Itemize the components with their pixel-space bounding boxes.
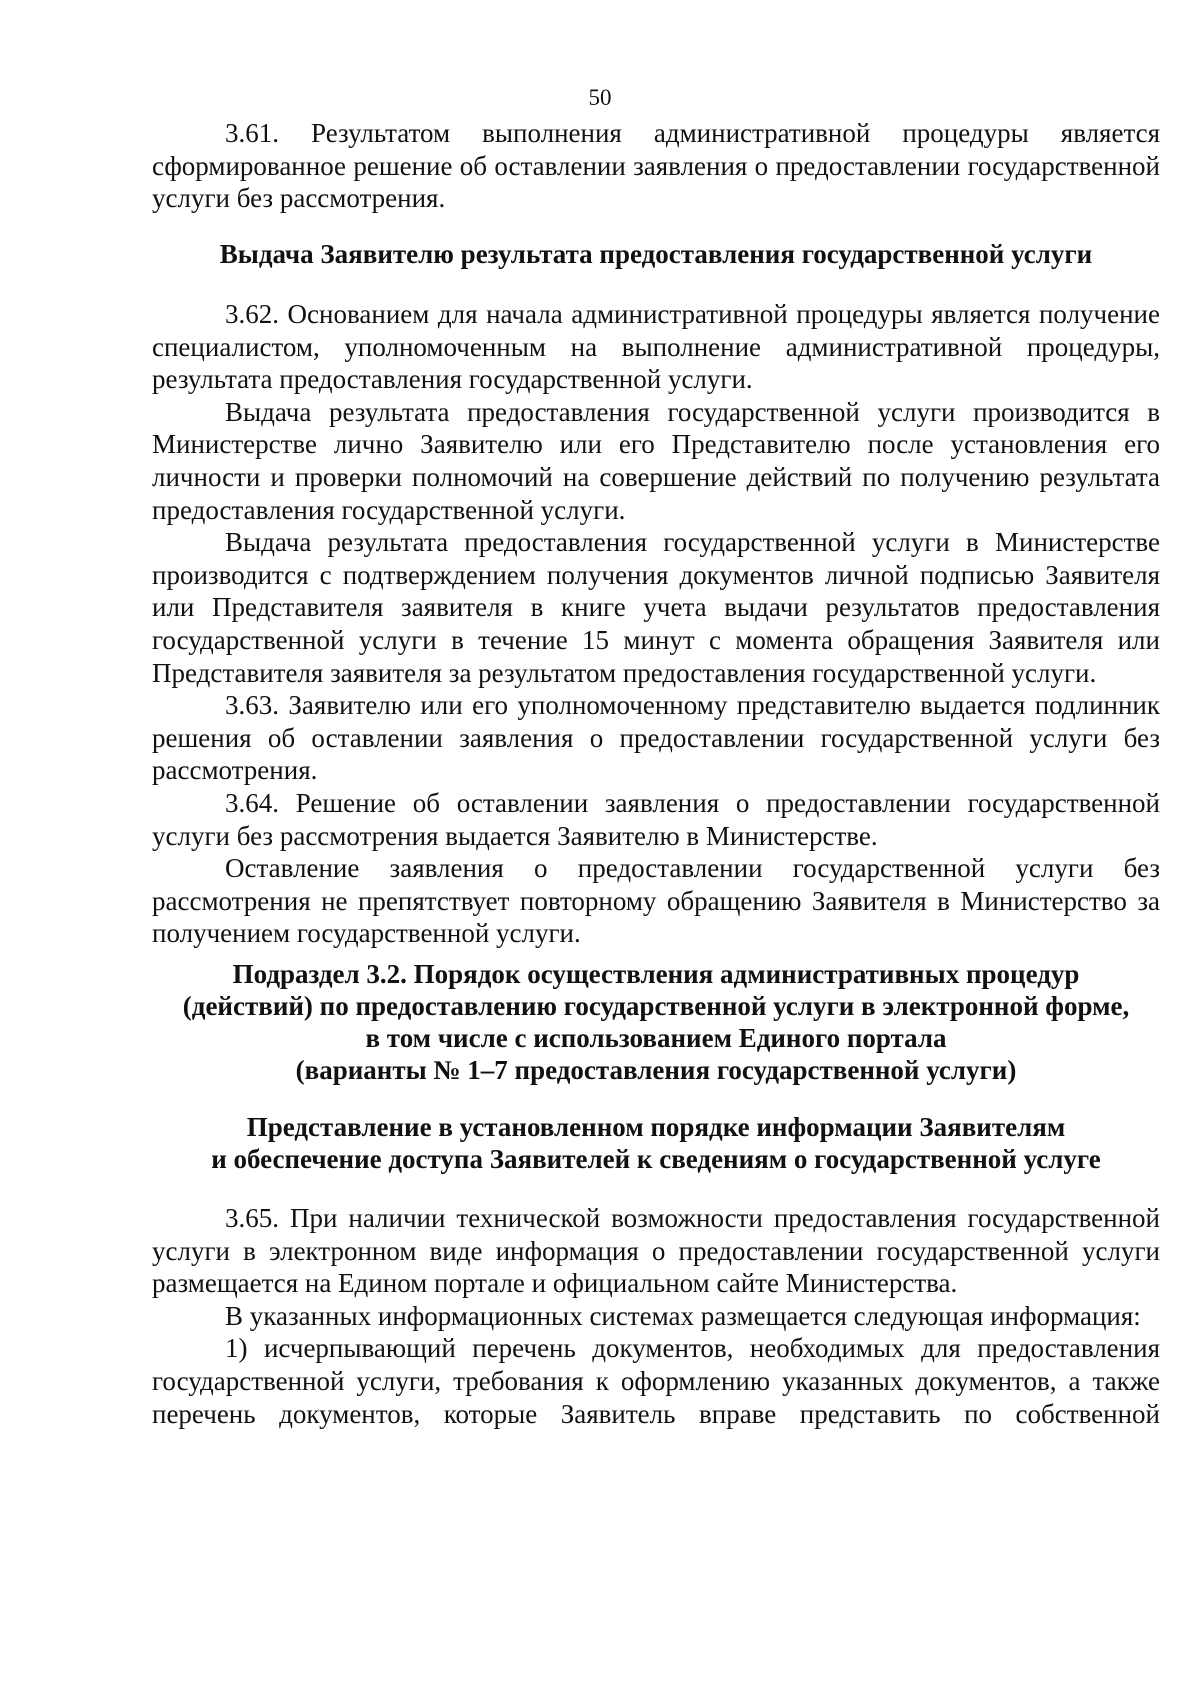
paragraph-information-list-intro: В указанных информационных системах размещается следующая информация:: [225, 1300, 1141, 1331]
section-3-65: [152, 1202, 1160, 1430]
heading-information-for-applicants: [140, 1111, 1172, 1175]
paragraph-3-63: 3.63. Заявителю или его уполномоченному представителю выдается подлинник решения об оставлении заявления о предоставлении государственной услуги без рассмотрения.: [152, 690, 1160, 786]
paragraph-no-obstacle-to-reapply: Оставление заявления о предоставлении государственной услуги без рассмотрения не препятствует повторному обращению Заявителя в Министерство за получением государственной услуги.: [152, 853, 1160, 949]
heading-subsection-3-2: [140, 958, 1172, 1086]
section-3-62-3-64: [152, 298, 1160, 950]
paragraph-3-64: 3.64. Решение об оставлении заявления о предоставлении государственной услуги без рассмотрения выдается Заявителю в Министерстве.: [152, 787, 1160, 851]
paragraph-issuance-in-ministry: Выдача результата предоставления государственной услуги производится в Министерстве лично Заявителю или его Представителю после установления его личности и проверки полномочий на совершение действий по получению результата предоставления государственной услуги.: [152, 396, 1160, 525]
heading-information-line-2: и обеспечение доступа Заявителей к сведениям о государственной услуге: [211, 1144, 1101, 1174]
page-number: 50: [588, 85, 612, 110]
paragraph-issuance-confirmation: Выдача результата предоставления государственной услуги в Министерстве производится с подтверждением получения документов личной подписью Заявителя или Представителя заявителя в книге учета выдачи результатов предоставления государственной услуги в течение 15 минут с момента обращения Заявителя или Представителя заявителя за результатом предоставления государственной услуги.: [152, 527, 1160, 688]
heading-information-line-1: Представление в установленном порядке информации Заявителям: [246, 1112, 1066, 1142]
section-3-61: [152, 117, 1160, 215]
paragraph-3-62: 3.62. Основанием для начала административной процедуры является получение специалистом, уполномоченным на выполнение административной процедуры, результата предоставления государственной услуги.: [152, 299, 1160, 395]
heading-issuance-of-result: Выдача Заявителю результата предоставления государственной услуги: [219, 239, 1093, 269]
heading-subsection-3-2-line-2: (действий) по предоставлению государственной услуги в электронной форме,: [182, 991, 1130, 1021]
paragraph-list-item-1: 1) исчерпывающий перечень документов, необходимых для предоставления государственной услуги, требования к оформлению указанных документов, а также перечень документов, которые Заявитель вправе представить по собственной: [152, 1333, 1160, 1429]
paragraph-3-61: 3.61. Результатом выполнения административной процедуры является сформированное решение об оставлении заявления о предоставлении государственной услуги без рассмотрения.: [152, 118, 1160, 214]
heading-subsection-3-2-line-1: Подраздел 3.2. Порядок осуществления административных процедур: [232, 959, 1080, 989]
paragraph-3-65: 3.65. При наличии технической возможности предоставления государственной услуги в электронном виде информация о предоставлении государственной услуги размещается на Едином портале и официальном сайте Министерства.: [152, 1203, 1160, 1299]
heading-subsection-3-2-line-3: в том числе с использованием Единого портала: [365, 1023, 947, 1053]
heading-subsection-3-2-line-4: (варианты № 1–7 предоставления государственной услуги): [295, 1055, 1017, 1085]
